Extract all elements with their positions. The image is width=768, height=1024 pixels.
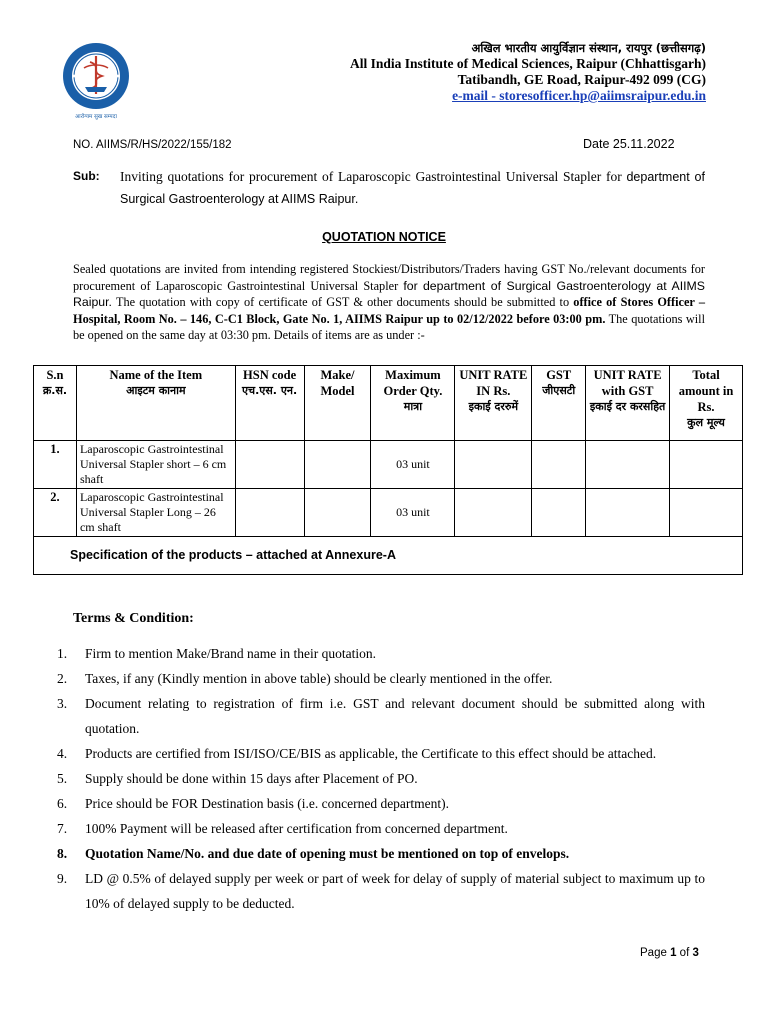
notice-paragraph bbox=[73, 261, 705, 344]
cell-hsn bbox=[235, 489, 304, 537]
para-part-1: Sealed quotations are invited from intending registered Stockiest/Distributors/Traders having GST No./relevant documents for procurement of Laparoscopic Gastrointestinal Universal Stapler bbox=[73, 262, 705, 293]
logo-motto: आरोग्यम सुख सम्पदा bbox=[75, 114, 117, 120]
cell-unit-rate bbox=[455, 489, 532, 537]
cell-gst bbox=[532, 489, 586, 537]
list-item: 9. LD @ 0.5% of delayed supply per week or part of week for delay of supply of material subject to maximum up to 10% of delayed supply to be deducted. bbox=[57, 871, 705, 911]
col-header-gst: GST जीएसटी bbox=[532, 366, 586, 441]
list-item: 2. Taxes, if any (Kindly mention in above table) should be clearly mentioned in the offer. bbox=[57, 671, 553, 686]
terms-title: Terms & Condition: bbox=[73, 611, 194, 626]
cell-rate-gst bbox=[586, 441, 670, 489]
col-header-unit-rate: UNIT RATE IN Rs. इकाई दररुमें bbox=[455, 366, 532, 441]
aiims-emblem-icon bbox=[62, 42, 130, 110]
terms-list bbox=[57, 641, 705, 916]
para-part-4: office of Stores Officer – Hospital, Room No. – 146, C-C1 Block, Gate No. 1, AIIMS Raipur up to 02/12/2022 before 03:00 pm. bbox=[73, 295, 705, 326]
cell-unit-rate bbox=[455, 441, 532, 489]
spec-note: Specification of the products – attached at Annexure-A bbox=[34, 537, 743, 575]
col-header-rate-with-gst: UNIT RATE with GST इकाई दर करसहित bbox=[586, 366, 670, 441]
date-value: 25.11.2022 bbox=[612, 137, 675, 151]
cell-total bbox=[670, 441, 743, 489]
cell-make bbox=[304, 489, 371, 537]
cell-sn: 2. bbox=[34, 489, 77, 537]
cell-make bbox=[304, 441, 371, 489]
cell-total bbox=[670, 489, 743, 537]
date-label: Date bbox=[583, 137, 610, 151]
list-item: 5. Supply should be done within 15 days after Placement of PO. bbox=[57, 771, 418, 786]
cell-item-name: Laparoscopic Gastrointestinal Universal Stapler short – 6 cm shaft bbox=[76, 441, 235, 489]
institute-address: Tatibandh, GE Road, Raipur-492 099 (CG) bbox=[457, 72, 706, 87]
reference-date bbox=[583, 137, 675, 151]
para-part-2: department of Surgical Gastroenterology at AIIMS Raipur. bbox=[73, 278, 705, 309]
table-row bbox=[34, 489, 743, 537]
subject-text-1: Inviting quotations for procurement of Laparoscopic Gastrointestinal Universal Stapler for bbox=[120, 169, 622, 184]
cell-item-name: Laparoscopic Gastrointestinal Universal Stapler Long – 26 cm shaft bbox=[76, 489, 235, 537]
spec-row bbox=[34, 537, 743, 575]
subject-text-2: department of Surgical Gastroenterology at AIIMS Raipur. bbox=[120, 170, 705, 206]
col-header-sn: S.n क्र.स. bbox=[34, 366, 77, 441]
table-header-row bbox=[34, 366, 743, 441]
subject-label: Sub: bbox=[73, 169, 100, 183]
cell-hsn bbox=[235, 441, 304, 489]
cell-qty: 03 unit bbox=[371, 441, 455, 489]
cell-gst bbox=[532, 441, 586, 489]
list-item: 3. Document relating to registration of firm i.e. GST and relevant document should be submitted along with quotation. bbox=[57, 696, 705, 736]
institute-email-link[interactable]: e-mail - storesofficer.hp@aiimsraipur.edu.in bbox=[452, 88, 706, 103]
para-part-for: for bbox=[403, 278, 418, 293]
para-part-3: The quotation with copy of certificate of GST & other documents should be submitted to bbox=[115, 295, 570, 309]
items-table bbox=[33, 365, 743, 575]
cell-sn: 1. bbox=[34, 441, 77, 489]
col-header-total: Total amount in Rs. कुल मूल्य bbox=[670, 366, 743, 441]
institute-name-english: All India Institute of Medical Sciences, Raipur (Chhattisgarh) bbox=[349, 56, 706, 71]
list-item: 4. Products are certified from ISI/ISO/CE/BIS as applicable, the Certificate to this effect should be attached. bbox=[57, 746, 657, 761]
col-header-qty: Maximum Order Qty. मात्रा bbox=[371, 366, 455, 441]
list-item: 7. 100% Payment will be released after certification from concerned department. bbox=[57, 821, 508, 836]
table-row bbox=[34, 441, 743, 489]
cell-qty: 03 unit bbox=[371, 489, 455, 537]
list-item: 6. Price should be FOR Destination basis (i.e. concerned department). bbox=[57, 796, 450, 811]
list-item: 1. Firm to mention Make/Brand name in their quotation. bbox=[57, 646, 376, 661]
para-part-5: The quotations will be opened on the same day at 03:30 pm. Details of items are as under :- bbox=[73, 311, 705, 342]
page-indicator: Page 1 of 3 bbox=[640, 947, 699, 959]
col-header-make-model: Make/ Model bbox=[304, 366, 371, 441]
col-header-hsn: HSN code एच.एस. एन. bbox=[235, 366, 304, 441]
notice-title: QUOTATION NOTICE bbox=[322, 230, 446, 244]
institute-header bbox=[350, 40, 706, 104]
subject-block bbox=[73, 166, 705, 210]
cell-rate-gst bbox=[586, 489, 670, 537]
col-header-item-name: Name of the Item आइटम कानाम bbox=[76, 366, 235, 441]
institute-name-hindi: अखिल भारतीय आयुर्विज्ञान संस्थान, रायपुर (छत्तीसगढ़) bbox=[471, 41, 706, 55]
list-item: 8. Quotation Name/No. and due date of opening must be mentioned on top of envelops. bbox=[57, 846, 570, 861]
reference-number: NO. AIIMS/R/HS/2022/155/182 bbox=[73, 139, 232, 151]
